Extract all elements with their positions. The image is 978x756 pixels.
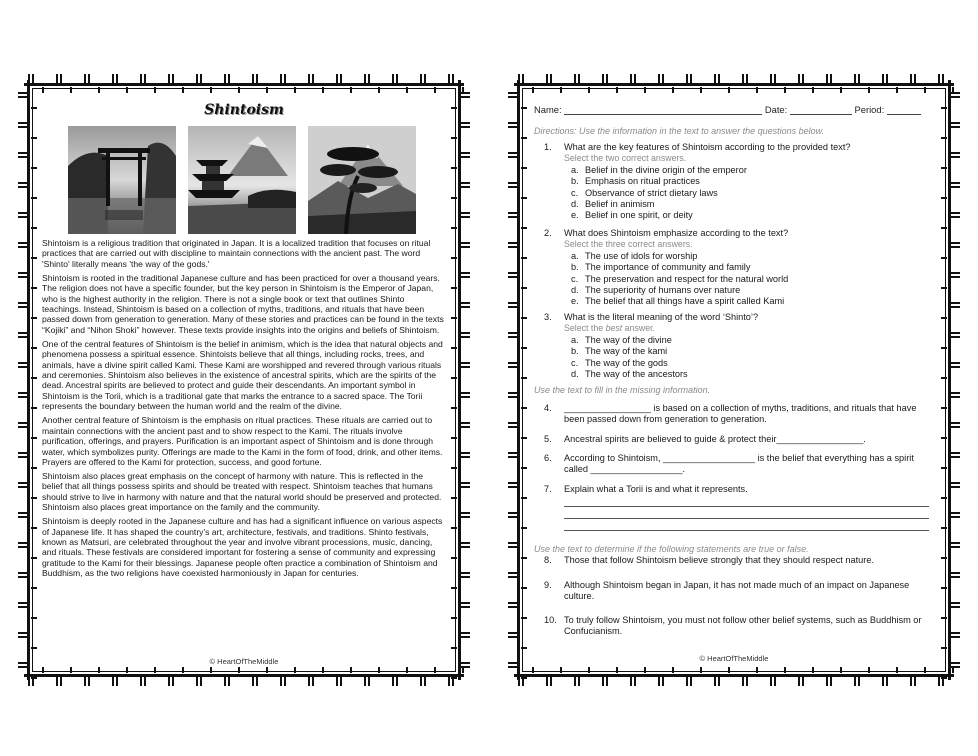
pine-tree-mountain-photo xyxy=(308,126,416,234)
question-number: 10. xyxy=(544,615,557,625)
answer-line[interactable] xyxy=(564,495,929,507)
name-label: Name: xyxy=(534,104,562,115)
paragraph: Shintoism is a religious tradition that originated in Japan. It is a localized tradition that focuses on ritual practices that are carried out with discipline to maintain connections with the ancient past. The word 'Shinto' literally means 'the way of the gods.' xyxy=(42,238,431,269)
question-number: 7. xyxy=(544,484,552,494)
pagoda-mountain-photo xyxy=(188,126,296,234)
question-number: 1. xyxy=(544,142,552,152)
question-hint: Select the two correct answers. xyxy=(564,153,687,164)
document-title: Shintoism xyxy=(204,102,284,118)
question-text: What does Shintoism emphasize according to the text? xyxy=(564,228,789,238)
answer-line[interactable] xyxy=(564,519,929,531)
answer-option[interactable]: b. Emphasis on ritual practices xyxy=(571,176,700,187)
answer-option[interactable]: a. The use of idols for worship xyxy=(571,250,698,261)
question-hint: Select the three correct answers. xyxy=(564,239,693,250)
question-6 xyxy=(544,453,934,476)
question-text: _________________ is based on a collection of myths, traditions, and rituals that have been passed down from generation to generation. xyxy=(564,403,917,425)
question-text: Those that follow Shintoism believe strongly that they should respect nature. xyxy=(564,555,874,565)
question-hint: Select the best answer. xyxy=(564,323,655,334)
student-header xyxy=(534,104,934,115)
question-text: To truly follow Shintoism, you must not follow other belief systems, such as Buddhism or Confucianism. xyxy=(564,615,922,637)
question-2 xyxy=(544,228,934,308)
question-number: 9. xyxy=(544,580,552,590)
question-text: What are the key features of Shintoism according to the provided text? xyxy=(564,142,851,152)
question-number: 4. xyxy=(544,403,552,413)
paragraph: One of the central features of Shintoism is the belief in animism, which is the idea that natural objects and phenomena possess a spiritual essence. Shintoists believe that all things, including rocks, trees, and animals, have a divine spirit called Kami. These Kami are worshipped and revered through various rituals and ceremonies. Shintoism also believes in the existence of ancestral spirits, which are the spirits of the dead. Ancestral spirits are believed to protect and guide their descendants. An important symbol in Shintoism is the Torii, which is a traditional gate that marks the entrance to a sacred space. The Torii represents the boundary between the human world and the realm of the divine. xyxy=(42,338,443,412)
answer-line[interactable] xyxy=(564,507,929,519)
directions: Use the text to fill in the missing information. xyxy=(534,385,711,395)
question-text: According to Shintoism, __________________ is the belief that everything has a spirit called __________________. xyxy=(564,453,914,475)
answer-option[interactable]: e. Belief in one spirit, or deity xyxy=(571,210,693,221)
question-text: Although Shintoism began in Japan, it has not made much of an impact on Japanese culture. xyxy=(564,580,910,602)
copyright: © HeartOfTheMiddle xyxy=(699,654,769,663)
question-5 xyxy=(544,434,934,445)
answer-option[interactable]: a. Belief in the divine origin of the emperor xyxy=(571,164,747,175)
answer-option[interactable]: d. The way of the ancestors xyxy=(571,369,688,380)
question-4 xyxy=(544,403,934,426)
question-number: 8. xyxy=(544,555,552,565)
answer-option[interactable]: c. The preservation and respect for the natural world xyxy=(571,273,789,284)
date-field[interactable] xyxy=(790,105,852,115)
question-text: Ancestral spirits are believed to guide & protect their_________________. xyxy=(564,434,866,444)
name-field[interactable] xyxy=(564,105,762,115)
reading-page xyxy=(18,74,470,686)
period-label: Period: xyxy=(854,104,885,115)
paragraph: Shintoism also places great emphasis on the concept of harmony with nature. This is reflected in the belief that all things possess spirits and should be treated with respect. Shintoism teaches that humans should strive to live in harmony with nature and that the natural world should be preserved and protected. Shintoism also places great importance on the family and the community. xyxy=(42,470,442,513)
question-7 xyxy=(544,484,934,531)
worksheet-page xyxy=(508,74,960,686)
answer-option[interactable]: a. The way of the divine xyxy=(571,334,672,345)
photo-row xyxy=(68,126,418,234)
question-text: Explain what a Torii is and what it represents. xyxy=(564,484,748,494)
answer-option[interactable]: d. Belief in animism xyxy=(571,199,655,210)
question-9 xyxy=(544,580,934,603)
question-number: 5. xyxy=(544,434,552,444)
question-10 xyxy=(544,615,934,638)
directions: Directions: Use the information in the text to answer the questions below. xyxy=(534,126,825,136)
question-8 xyxy=(544,555,934,566)
question-number: 3. xyxy=(544,312,552,322)
answer-option[interactable]: b. The importance of community and family xyxy=(571,262,751,273)
answer-option[interactable]: c. The way of the gods xyxy=(571,357,668,368)
period-field[interactable] xyxy=(887,105,921,115)
answer-option[interactable]: c. Observance of strict dietary laws xyxy=(571,187,718,198)
question-3 xyxy=(544,312,934,380)
answer-option[interactable]: e. The belief that all things have a spirit called Kami xyxy=(571,296,785,307)
question-number: 6. xyxy=(544,453,552,463)
paragraph: Shintoism is deeply rooted in the Japanese culture and has had a significant influence on various aspects of Japanese life. It has shaped the country's art, architecture, festivals, and traditions. Shinto festivals, known as Matsuri, are celebrated throughout the year and involve vibrant processions, music, dancing, and rituals. These festivals are considered important for fostering a sense of community and expressing gratitude to the Kami for their blessings. Japanese people often practice a combination of Shintoism and Buddhism, as the two religions have coexisted harmoniously in Japan for centuries. xyxy=(42,516,443,579)
date-label: Date: xyxy=(764,104,788,115)
paragraph: Shintoism is rooted in the traditional Japanese culture and has been practiced for over a thousand years. The religion does not have a specific founder, but the key person in Shintoism is the Emperor of Japan, who is the highest authority in the religion. There is not a single book or text that outlines Shinto teachings. Instead, Shintoism is based on a collection of myths, traditions, and rituals that have been passed down from generation to generation. Many of these stories and practices can be found in the texts “Kojiki” and “Nihon Shoki” however. These texts provide insights into the origins and beliefs of Shintoism. xyxy=(42,272,444,335)
torii-gate-photo xyxy=(68,126,176,234)
question-1 xyxy=(544,142,934,222)
question-text: What is the literal meaning of the word ‘Shinto’? xyxy=(564,312,759,322)
answer-option[interactable]: b. The way of the kami xyxy=(571,346,668,357)
question-number: 2. xyxy=(544,228,552,238)
reading-passage xyxy=(42,238,444,582)
directions: Use the text to determine if the following statements are true or false. xyxy=(534,544,809,554)
paragraph: Another central feature of Shintoism is the emphasis on ritual practices. These rituals are carried out to maintain connections with the ancient past and to show respect to the Kami. The rituals involve purification, offerings, and prayers. Purification is an important aspect of Shintoism and is done through water, which symbolizes purity. Offerings are made to the Kami in the form of food, drink, and other items. Prayers are offered to the Kami for protection, success, and good fortune. xyxy=(42,415,443,467)
copyright: © HeartOfTheMiddle xyxy=(209,657,279,666)
answer-option[interactable]: d. The superiority of humans over nature xyxy=(571,285,741,296)
